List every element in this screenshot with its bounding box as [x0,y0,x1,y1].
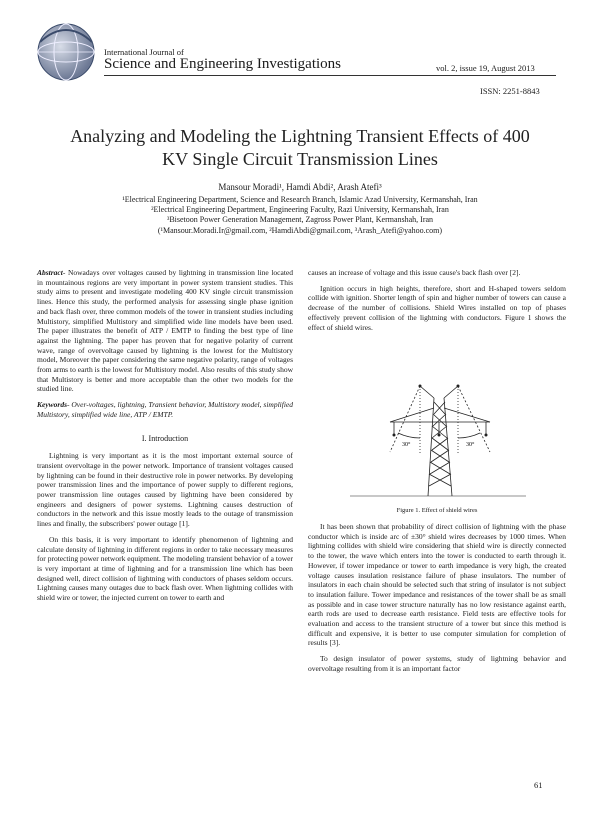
right-paragraph-2: Ignition occurs in high heights, therefore, short and H-shaped towers seldom collide with ignition. Shorter length of spin and higher number of towers can cause a decrease of the number of collisions. Shield Wires installed on top of phases effectively prevent collision of the lightning with conductors. Figure 1 shows the effect of shield wires. [308,283,566,332]
header-divider [104,75,556,76]
right-column-top [308,268,566,338]
keywords-label: Keywords [37,400,67,410]
volume-issue: vol. 2, issue 19, August 2013 [436,63,535,73]
keywords-text: - Over-voltages, lightning, Transient behavior, Multistory model, simplified Multistory, simplified wide line, ATP / EMTP. [37,400,293,419]
title-line-2: KV Single Circuit Transmission Lines [162,149,438,169]
angle-label-left: 30° [402,442,411,448]
affiliation-1: ¹Electrical Engineering Department, Science and Research Branch, Islamic Azad University, Kermanshah, Iran [122,195,478,204]
page-number: 61 [534,780,543,790]
left-column [37,268,293,609]
right-paragraph-3: It has been shown that probability of direct collision of lightning with the phase conductor which is inside arc of ±30° shield wires decreases by 1000 times. When lightning collides with shield wire considering that shield wire is directly connected to the tower, the wave which enters into the tower is conducted to earth through it. However, if tower impedance or tower to earth impedance is very high, the created voltage causes insulation resistance failure of phase insulators. The number of insulators in each chain should be selected such that string of insulator is not subject to insulation failure. Tower impedance and resistances of the tower shall be as small as possible and in case tower structure naturally has no low resistance against earth, earth rods are used to decrease earth resistance. Field tests are effective tools for evaluation and access to the transient structure of a tower but since this method is difficult and expensive, it is better to use computer simulation for completion of results [3]. [308,522,566,648]
intro-paragraph-1: Lightning is very important as it is the most important external source of transient overvoltage in the power network. Importance of transient voltages caused by lightning can be found in their destructive role in power networks. By developing power transmission lines and the importance of power supply to different regions, power transmission line outages caused by lightning have been considered by engineers and designers of power systems. Lightning causes destruction of conductors in the network and this issue mostly leads to the outage of transmission lines and finally, the subscribers' power outage [1]. [37,451,293,529]
journal-name: Science and Engineering Investigations [104,56,342,72]
journal-logo [34,20,98,84]
affiliation-2: ²Electrical Engineering Department, Engineering Faculty, Razi University, Kermanshah, Iran [151,205,449,214]
abstract-text: - Nowadays over voltages caused by lightning in transmission line located in mountainous regions are very important in power system transient studies. This study aims to present and investigate modeling 400 KV single circuit transmission lines. Hence this study, the performed analysis for assessing single phase ignition and back flash over, three common models of the tower in transient studies including Multistory, simplified Multistory and simplified wide line models have been used. The paper illustrates the benefit of ATP / EMTP to finding the best type of line against the lightning. The paper has proven that for negative polarity of current wave, range of overvoltage caused by lightning is the lowest for the Multistory model, Moreover the paper considering the same negative polarity, range of voltages from arms to earth is the lowest for Multistory model. Also results of this study show that Multistory is better and more acceptable than the other two models for the studied line. [37,268,293,394]
right-column-bottom [308,522,566,680]
issn: ISSN: 2251-8843 [480,86,540,96]
title-line-1: Analyzing and Modeling the Lightning Transient Effects of 400 [70,126,530,146]
right-paragraph-1: causes an increase of voltage and this issue cause's back flash over [2]. [308,268,521,277]
author-emails: (¹Mansour.Moradi.Ir@gmail.com, ²HamdiAbdi@gmail.com, ³Arash_Atefi@yahoo.com) [157,226,443,235]
abstract-label: Abstract [37,268,63,277]
journal-header-line1: International Journal of [104,47,184,57]
figure-transmission-tower [350,378,526,498]
angle-label-right: 30° [466,442,475,448]
section-heading: I. Introduction [141,433,189,443]
intro-paragraph-2: On this basis, it is very important to identify phenomenon of lightning and calculate density of lightning in different regions in order to take necessary measures for protecting power network equipment. The modeling transient behavior of a tower is very important at time of lightning and for a transmission line which has been designed well, direct collision of lightning with conductors of phases seldom occurs. Lightning causes many outages due to back flash over. When lightning collides with shield wire or tower, the injected current on tower to earth and [37,534,293,603]
affiliation-3: ³Bisetoon Power Generation Management, Zagross Power Plant, Kermanshah, Iran [166,215,434,224]
keywords [37,400,293,419]
right-paragraph-4: To design insulator of power systems, study of lightning behavior and overvoltage resulting from it is an important factor [308,654,566,673]
abstract [37,268,293,394]
figure-caption: Figure 1. Effect of shield wires [396,507,478,514]
authors: Mansour Moradi¹, Hamdi Abdi², Arash Atefi³ [218,182,382,192]
paper-title [40,125,560,171]
